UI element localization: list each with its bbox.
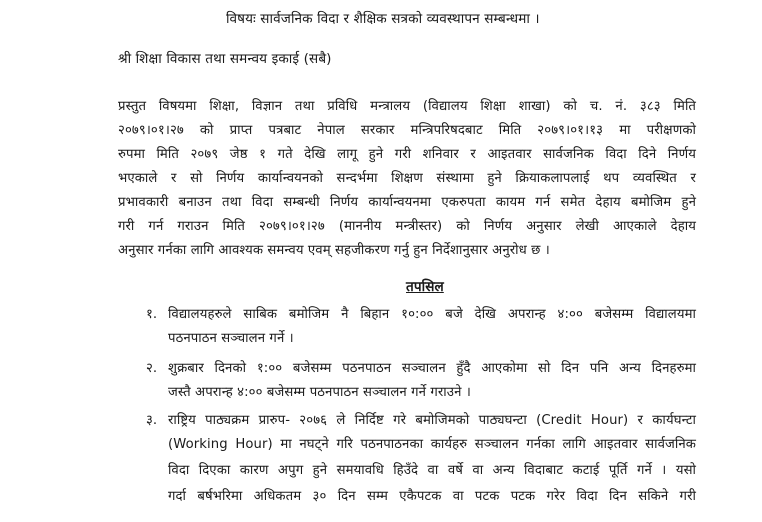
body-line: २०७९।०१।२७ को प्राप्त पत्रबाट नेपाल सरकार मन्त्रिपरिषदबाट मिति २०७९।०१।१३ मा परीक्षणको bbox=[118, 123, 696, 138]
item-number: १. bbox=[146, 307, 158, 322]
item-number: ३. bbox=[146, 413, 158, 428]
subject-line: विषयः सार्वजनिक विदा र शैक्षिक सत्रको व्यवस्थापन सम्बन्धमा । bbox=[226, 11, 540, 27]
addressee-line: श्री शिक्षा विकास तथा समन्वय इकाई (सबै) bbox=[118, 51, 332, 67]
body-line: गरी गर्न गराउन मिति २०७९।०१।२७ (माननीय मन्त्रीस्तर) को निर्णय अनुसार लेखी आएकाले देहाय bbox=[118, 219, 696, 234]
list-item-line: पठनपाठन सञ्चालन गर्ने । bbox=[168, 331, 294, 346]
section-heading: तपसिल bbox=[406, 279, 444, 295]
list-item-line: राष्ट्रिय पाठ्यक्रम प्रारुप- २०७६ ले निर्दिष्ट गरे बमोजिमको पाठ्यघन्टा (Credit Hour) र कार्यघन्टा bbox=[168, 413, 696, 428]
body-line: प्रस्तुत विषयमा शिक्षा, विज्ञान तथा प्रविधि मन्त्रालय (विद्यालय शिक्षा शाखा) को च. नं. ३८३ मिति bbox=[118, 99, 696, 114]
list-item-line: (Working Hour) मा नघट्ने गरि पठनपाठनका कार्यहरु सञ्चालन गर्नका लागि आइतवार सार्वजनिक bbox=[168, 437, 696, 452]
list-item-line: गर्दा बर्षभरिमा अधिकतम ३० दिन सम्म एकैपटक वा पटक पटक गरेर विदा दिन सकिने गरी bbox=[168, 489, 696, 504]
list-item-line: शुक्रबार दिनको १:०० बजेसम्म पठनपाठन सञ्चालन हुँदै आएकोमा सो दिन पनि अन्य दिनहरुमा bbox=[168, 361, 696, 376]
body-line: रुपमा मिति २०७९ जेष्ठ १ गते देखि लागू हुने गरी शनिवार र आइतवार सार्वजनिक विदा दिने निर्णय bbox=[118, 147, 696, 162]
body-line: अनुसार गर्नका लागि आवश्यक समन्वय एवम् सहजीकरण गर्नु हुन निर्देशानुसार अनुरोध छ । bbox=[118, 243, 550, 258]
body-line: प्रभावकारी बनाउन तथा विदा सम्बन्धी निर्णय कार्यान्वयनमा एकरुपता कायम गर्न समेत देहाय बमोजिम हुने bbox=[118, 195, 696, 210]
item-number: २. bbox=[146, 361, 158, 376]
list-item-line: विद्यालयहरुले साबिक बमोजिम नै बिहान १०:०० बजे देखि अपरान्ह ४:०० बजेसम्म विद्यालयमा bbox=[168, 307, 696, 322]
body-line: भएकाले र सो निर्णय कार्यान्वयनको सन्दर्भमा शिक्षण संस्थामा हुने क्रियाकलापलाई थप व्यवस्थित र bbox=[118, 171, 696, 186]
list-item-line: विदा दिएका कारण अपुग हुने समयावधि हिउँदे वा वर्षे वा अन्य विदाबाट कटाई पूर्ति गर्ने । यसो bbox=[168, 463, 696, 478]
list-item-line: जस्तै अपरान्ह ४:०० बजेसम्म पठनपाठन सञ्चालन गर्ने गराउने । bbox=[168, 385, 471, 400]
